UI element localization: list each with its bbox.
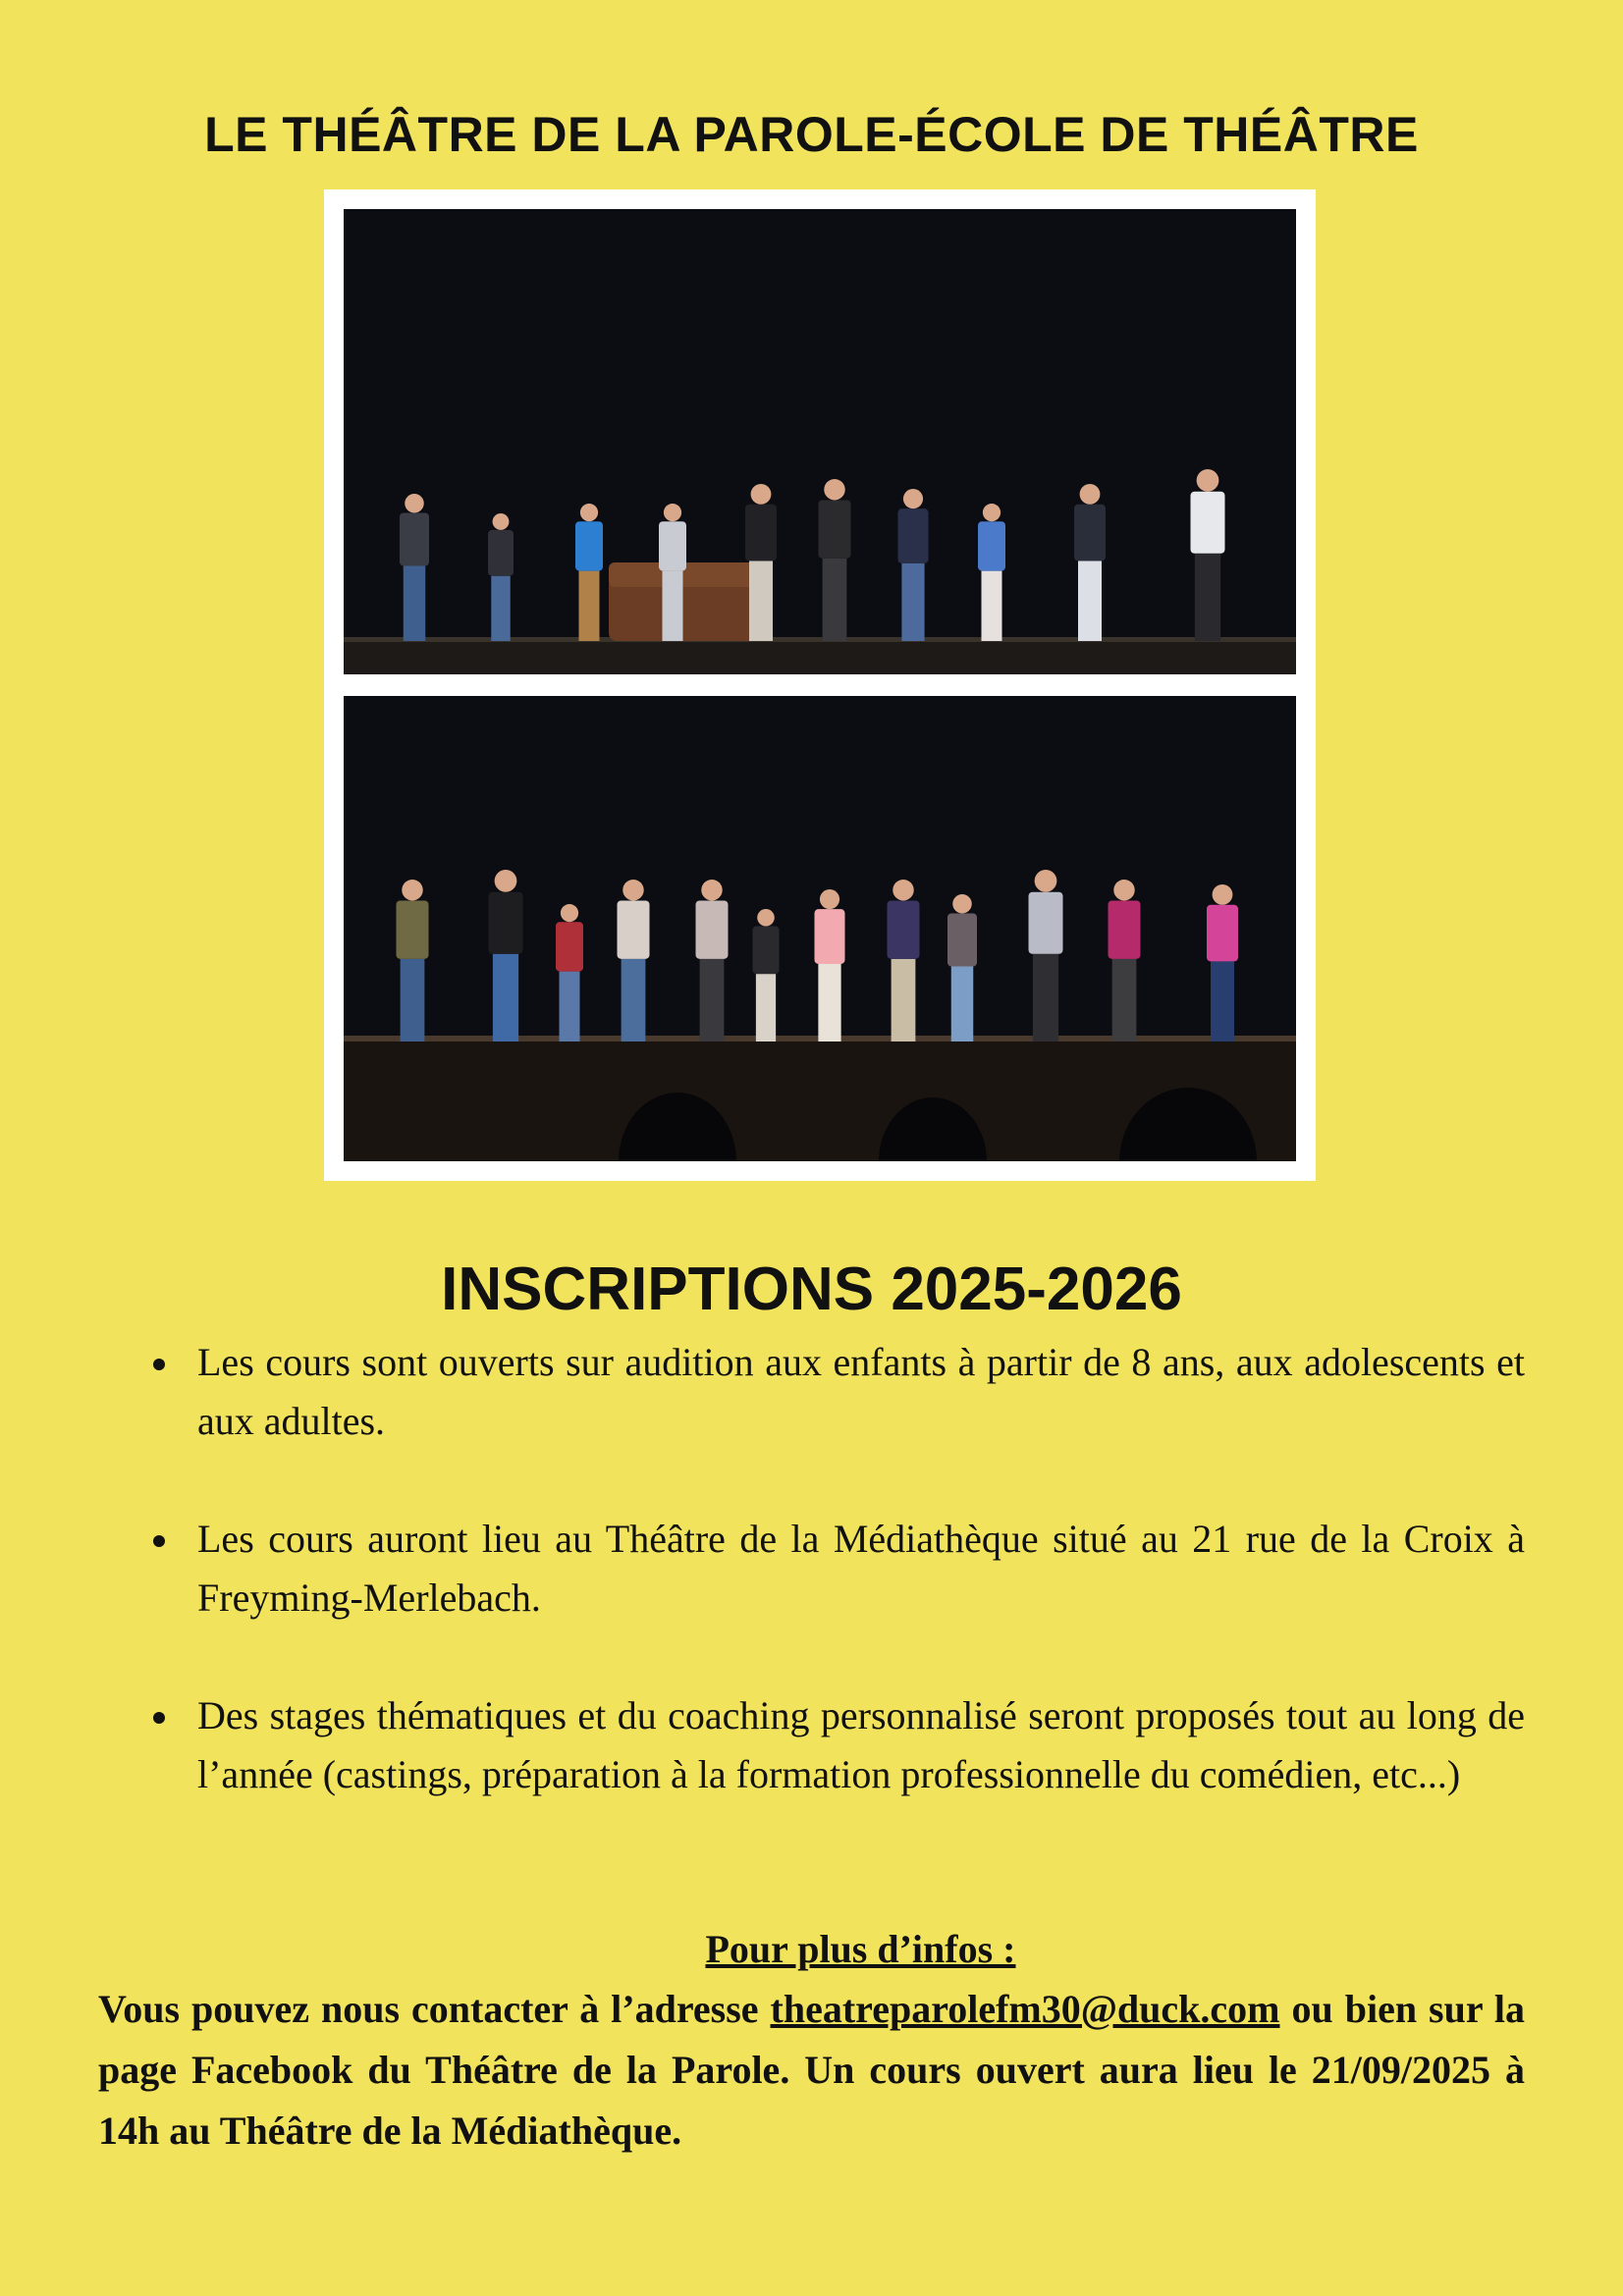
stage-photo-adults	[344, 696, 1296, 1161]
page-title: LE THÉÂTRE DE LA PAROLE-ÉCOLE DE THÉÂTRE	[204, 107, 1419, 162]
contact-email-link[interactable]: theatreparolefm30@duck.com	[770, 1987, 1280, 2031]
bullet-audition: Les cours sont ouverts sur audition aux enfants à partir de 8 ans, aux adolescents et aux adultes.	[147, 1333, 1525, 1451]
inscriptions-heading: INSCRIPTIONS 2025-2026	[441, 1255, 1182, 1323]
bullet-workshops: Des stages thématiques et du coaching personnalisé seront proposés tout au long de l’année (castings, préparation à la formation professionnelle du comédien, etc...)	[147, 1686, 1525, 1804]
stage-photo-kids-image	[344, 209, 1296, 674]
info-bullet-list	[147, 1333, 1525, 1863]
stage-photo-adults-image	[344, 696, 1296, 1161]
more-info-heading: Pour plus d’infos :	[705, 1927, 1016, 1971]
bullet-location: Les cours auront lieu au Théâtre de la Médiathèque situé au 21 rue de la Croix à Freyming-Merlebach.	[147, 1510, 1525, 1628]
contact-text-after: ou bien sur la page Facebook du Théâtre de la Parole. Un cours ouvert aura lieu le 21/09/2025 à 14h au Théâtre de la Médiathèque.	[98, 1987, 1525, 2153]
photo-frame	[324, 189, 1316, 1181]
stage-photo-kids	[344, 209, 1296, 674]
contact-text-before: Vous pouvez nous contacter à l’adresse	[98, 1987, 771, 2031]
contact-paragraph	[98, 1979, 1525, 2162]
